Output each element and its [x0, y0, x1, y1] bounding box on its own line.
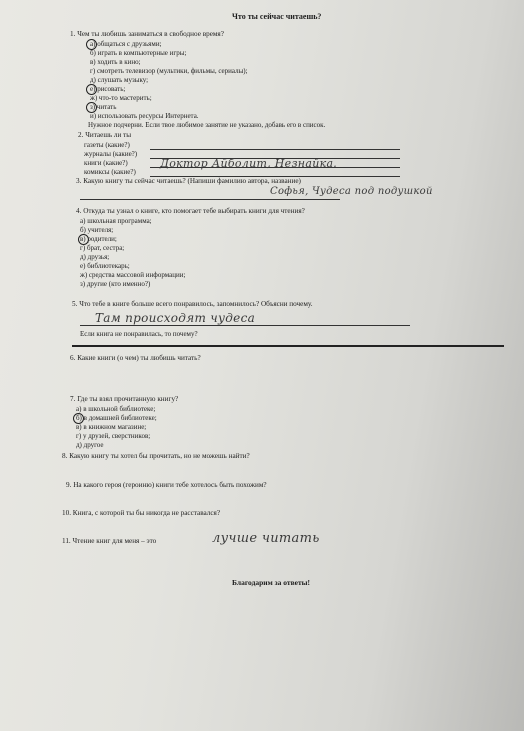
q4-option: б) учителя;: [80, 226, 114, 234]
answer-circle-mark: [86, 39, 97, 50]
q7-option: в) в книжном магазине;: [76, 423, 147, 431]
q7-option: г) у друзей, сверстников;: [76, 432, 151, 440]
q1-option: г) смотреть телевизор (мультики, фильмы, сериалы);: [90, 67, 248, 75]
handwritten-answer-books: Доктор Айболит, Незнайка.: [160, 157, 338, 170]
handwritten-answer-liked: Там происходят чудеса: [95, 311, 256, 325]
answer-line: [72, 345, 504, 347]
q5-followup: Если книга не понравилась, то почему?: [80, 330, 198, 338]
q11-question: 11. Чтение книг для меня – это: [62, 537, 157, 545]
handwritten-answer-reading: лучше читать: [212, 531, 320, 546]
q2-option: комиксы (какие?): [84, 168, 136, 176]
q7-option: д) другое: [76, 441, 104, 449]
q5-question: 5. Что тебе в книге больше всего понравилось, запомнилось? Объясни почему.: [72, 300, 313, 308]
answer-line: [150, 149, 400, 150]
answer-line: [80, 199, 340, 200]
q9-question: 9. На какого героя (героиню) книги тебе хотелось быть похожим?: [66, 481, 267, 489]
q4-option: г) брат, сестра;: [80, 244, 125, 252]
q1-option: ж) что-то мастерить;: [90, 94, 152, 102]
q7-question: 7. Где ты взял прочитанную книгу?: [70, 395, 179, 403]
q1-option: з) читать: [90, 103, 117, 111]
q1-question: 1. Чем ты любишь заниматься в свободное время?: [70, 30, 224, 38]
q2-option: газеты (какие?): [84, 141, 130, 149]
answer-line: [80, 325, 410, 326]
q1-option: в) ходить в кино;: [90, 58, 141, 66]
q4-option: ж) средства массовой информации;: [80, 271, 186, 279]
q8-question: 8. Какую книгу ты хотел бы прочитать, но не можешь найти?: [62, 452, 250, 460]
q1-option: и) использовать ресурсы Интернета.: [90, 112, 199, 120]
q1-option: е) рисовать;: [90, 85, 126, 93]
q6-question: 6. Какие книги (о чем) ты любишь читать?: [70, 354, 201, 362]
q1-option: д) слушать музыку;: [90, 76, 149, 84]
q1-note: Нужное подчерни. Если твое любимое занятие не указано, добавь его в список.: [88, 121, 326, 129]
q2-option: книги (какие?): [84, 159, 128, 167]
q7-option: б) в домашней библиотеке;: [76, 414, 157, 422]
q1-option: б) играть в компьютерные игры;: [90, 49, 187, 57]
q4-option: д) друзья;: [80, 253, 110, 261]
q2-question: 2. Читаешь ли ты: [78, 131, 132, 139]
handwritten-answer-current-book: Софья, Чудеса под подушкой: [270, 186, 433, 197]
q7-option: а) в школьной библиотеке;: [76, 405, 156, 413]
q2-option: журналы (какие?): [84, 150, 138, 158]
q10-question: 10. Книга, с которой ты бы никогда не расставался?: [62, 509, 221, 517]
thanks-text: Благодарим за ответы!: [232, 578, 310, 587]
page-title: Что ты сейчас читаешь?: [232, 12, 322, 21]
q4-option: а) школьная программа;: [80, 217, 152, 225]
q4-option: е) библиотекарь;: [80, 262, 130, 270]
q1-option: а) общаться с друзьями;: [90, 40, 162, 48]
answer-circle-mark: [86, 102, 97, 113]
q4-option: в) родители;: [80, 235, 117, 243]
answer-circle-mark: [86, 84, 97, 95]
q3-question: 3. Какую книгу ты сейчас читаешь? (Напиши фамилию автора, название): [76, 177, 301, 185]
q4-question: 4. Откуда ты узнал о книге, кто помогает тебе выбирать книги для чтения?: [76, 207, 305, 215]
q4-option: з) другие (кто именно?): [80, 280, 151, 288]
